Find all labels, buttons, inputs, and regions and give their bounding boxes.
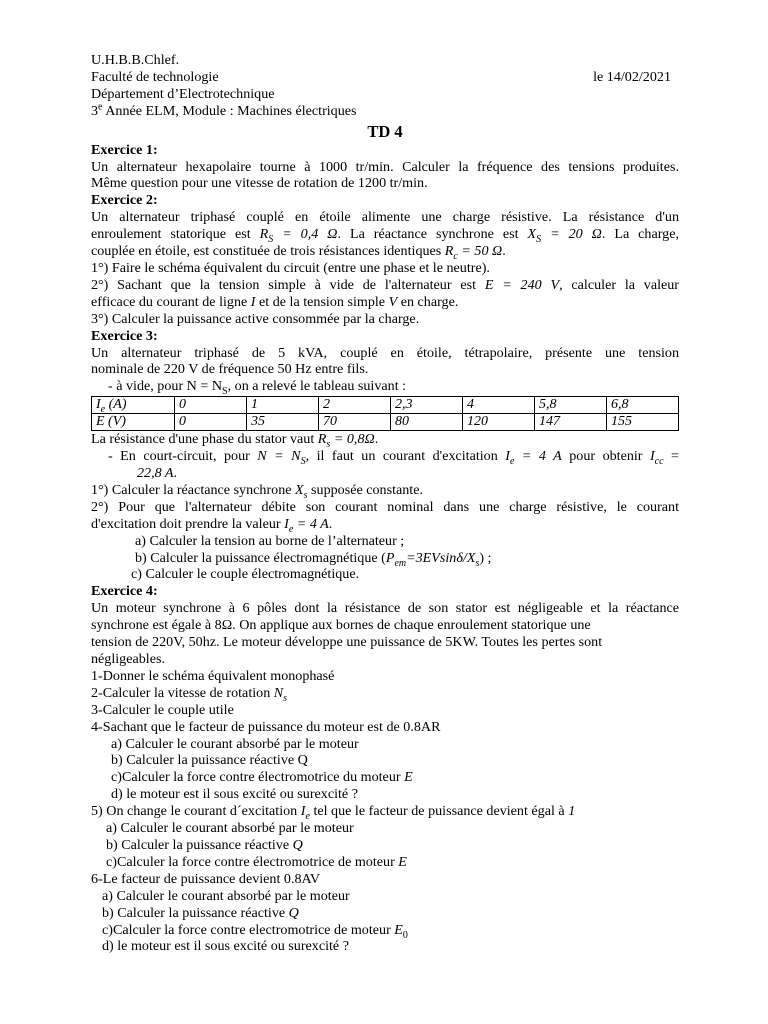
exercise-3-line-2: nominale de 220 V de fréquence 50 Hz entre fils. bbox=[91, 361, 369, 378]
symbol: N bbox=[273, 684, 284, 701]
text-run: . bbox=[173, 465, 178, 482]
exercise-2-question-2 bbox=[91, 277, 679, 294]
subscript: e bbox=[305, 810, 310, 822]
symbol: E bbox=[398, 853, 407, 870]
exercise-4-question-1: 1-Donner le schéma équivalent monophasé bbox=[91, 667, 335, 684]
table-cell: 4 bbox=[463, 397, 535, 414]
exercise-4-question-5b bbox=[91, 837, 679, 854]
exercise-2-question-3: 3°) Calculer la puissance active consommée par la charge. bbox=[91, 310, 420, 327]
symbol: E bbox=[404, 769, 413, 786]
formula-rc bbox=[444, 243, 503, 262]
text-run: couplée en étoile, est constituée de trois résistances identiques bbox=[91, 243, 445, 260]
exercise-2-question-1: 1°) Faire le schéma équivalent du circuit (entre une phase et le neutre). bbox=[91, 259, 490, 276]
text-run: c)Calculer la force contre électromotrice de moteur bbox=[106, 853, 399, 870]
symbol: R bbox=[317, 431, 327, 448]
text-run: . bbox=[502, 243, 506, 260]
text-run: . bbox=[374, 431, 379, 448]
subscript: S bbox=[268, 233, 274, 245]
exercise-3-heading: Exercice 3: bbox=[91, 327, 158, 344]
subscript: S bbox=[222, 386, 228, 398]
exercise-3-question-2c: c) Calculer le couple électromagnétique. bbox=[131, 566, 360, 583]
text-run: en charge. bbox=[397, 293, 459, 310]
symbol: N = N bbox=[257, 448, 301, 465]
text-run: supposée constante. bbox=[307, 481, 423, 498]
text-run: = bbox=[663, 448, 679, 465]
course-info bbox=[91, 103, 679, 120]
value: = 0,8Ω bbox=[330, 431, 375, 448]
formula-icc bbox=[649, 448, 664, 467]
symbol-v: V bbox=[388, 293, 398, 310]
value: 1 bbox=[568, 803, 576, 820]
text-run: ) ; bbox=[479, 549, 492, 566]
value: = 0,4 Ω bbox=[273, 226, 338, 243]
text-run: enroulement statorique est bbox=[91, 226, 260, 243]
subscript: c bbox=[453, 250, 458, 262]
faculty-name: Faculté de technologie bbox=[91, 68, 219, 85]
text-run: 5) On change le courant d´excitation bbox=[91, 803, 301, 820]
document-date: le 14/02/2021 bbox=[593, 68, 671, 85]
symbol: I bbox=[505, 448, 510, 465]
text-run: c)Calculer la force contre électromotrice du moteur bbox=[111, 769, 405, 786]
year-superscript: e bbox=[98, 101, 103, 113]
subscript: em bbox=[394, 557, 407, 569]
value: 22,8 A bbox=[137, 465, 174, 482]
exercise-4-question-6a: a) Calculer le courant absorbé par le moteur bbox=[102, 887, 350, 904]
year-number: 3 bbox=[91, 102, 99, 119]
exercise-3-short-circuit bbox=[91, 448, 679, 465]
symbol: I bbox=[649, 448, 655, 465]
subscript: s bbox=[303, 489, 308, 501]
symbol: X bbox=[527, 226, 537, 243]
formula-ie bbox=[505, 448, 562, 467]
table-cell: 1 bbox=[247, 397, 319, 414]
subscript: S bbox=[536, 233, 542, 245]
text-run: efficace du courant de ligne bbox=[91, 293, 251, 310]
symbol-i: I bbox=[250, 293, 256, 310]
subscript: e bbox=[100, 404, 106, 416]
exercise-4-question-4d: d) le moteur est il sous excité ou surexcité ? bbox=[111, 786, 358, 803]
text-run: La résistance d'une phase du stator vaut bbox=[91, 431, 318, 448]
text-run: 2°) Sachant que la tension simple à vide de l'alternateur est bbox=[91, 276, 485, 293]
symbol: P bbox=[385, 549, 395, 566]
text-run: - à vide, pour N = N bbox=[108, 378, 223, 395]
equation: =3EVsinδ/X bbox=[406, 549, 476, 566]
table-row-label: E (V) bbox=[92, 414, 175, 431]
text-run: , il faut un courant d'excitation bbox=[305, 448, 506, 465]
exercise-4-line-2: synchrone est égale à 8Ω. On applique aux bornes de chaque enroulement statorique une bbox=[91, 617, 591, 634]
exercise-2-heading: Exercice 2: bbox=[91, 192, 158, 209]
formula-n bbox=[257, 448, 306, 467]
table-cell: 5,8 bbox=[535, 397, 607, 414]
table-cell: 147 bbox=[535, 414, 607, 431]
exercise-4-question-3: 3-Calculer le couple utile bbox=[91, 701, 234, 718]
unit: (A) bbox=[105, 397, 127, 413]
exercise-2-line-2 bbox=[91, 226, 679, 243]
symbol: I bbox=[284, 515, 289, 532]
exercise-3-short-circuit-cont bbox=[91, 465, 679, 482]
subscript: s bbox=[283, 692, 288, 704]
formula-pem bbox=[385, 549, 480, 569]
exercise-4-question-5 bbox=[91, 803, 679, 820]
exercise-4-line-3: tension de 220V, 50hz. Le moteur développe une puissance de 5KW. Toutes les pertes sont bbox=[91, 634, 603, 651]
table-cell: 155 bbox=[607, 414, 679, 431]
exercise-4-question-4c bbox=[91, 769, 679, 786]
formula-ie bbox=[284, 515, 329, 535]
value: = 20 Ω bbox=[541, 226, 602, 243]
formula-rs bbox=[259, 226, 338, 245]
exercise-4-question-2 bbox=[91, 685, 679, 702]
exercise-2-line-1: Un alternateur triphasé couplé en étoile alimente une charge résistive. La résistance d'un bbox=[91, 209, 679, 226]
text-run: b) Calculer la puissance réactive bbox=[106, 836, 293, 853]
university-name: U.H.B.B.Chlef. bbox=[91, 52, 180, 68]
table-cell: 0 bbox=[175, 397, 247, 414]
table-row bbox=[92, 397, 679, 414]
exercise-3-question-2b bbox=[91, 550, 679, 567]
symbol: E bbox=[394, 921, 403, 938]
exercise-3-question-2a: a) Calculer la tension au borne de l’alternateur ; bbox=[135, 532, 405, 549]
text-run: . bbox=[328, 515, 333, 532]
value: = 50 Ω bbox=[457, 243, 503, 260]
exercise-4-line-1: Un moteur synchrone à 6 pôles dont la résistance de son stator est négligeable et la réactance bbox=[91, 600, 679, 617]
symbol: I bbox=[96, 397, 101, 413]
table-cell: 70 bbox=[319, 414, 391, 431]
symbol: Q bbox=[292, 836, 303, 853]
exercise-4-question-6c bbox=[91, 922, 679, 939]
table-cell: 0 bbox=[175, 414, 247, 431]
page-title: TD 4 bbox=[367, 121, 403, 141]
exercise-4-question-4: 4-Sachant que le facteur de puissance du moteur est de 0.8AR bbox=[91, 718, 441, 735]
exercise-2-question-2-cont bbox=[91, 294, 679, 311]
text-run: b) Calculer la puissance électromagnétique ( bbox=[135, 549, 386, 566]
text-run: 1°) Calculer la réactance synchrone bbox=[91, 481, 296, 498]
table-cell: 35 bbox=[247, 414, 319, 431]
text-run: et de la tension simple bbox=[255, 293, 389, 310]
text-run: , on a relevé le tableau suivant : bbox=[227, 378, 407, 395]
symbol: E bbox=[484, 276, 494, 293]
text-run: . La réactance synchrone est bbox=[337, 226, 528, 243]
text-run: c)Calculer la force contre electromotrice de moteur bbox=[102, 921, 395, 938]
subscript: e bbox=[509, 455, 515, 467]
table-row-label bbox=[92, 397, 175, 414]
formula-xs bbox=[527, 226, 602, 245]
subscript: s bbox=[326, 439, 331, 451]
document-page bbox=[91, 52, 679, 955]
exercise-4-question-4b: b) Calculer la puissance réactive Q bbox=[111, 752, 308, 769]
table-row bbox=[92, 414, 679, 431]
value: = 4 A bbox=[514, 448, 562, 465]
symbol: X bbox=[295, 481, 304, 498]
symbol: I bbox=[300, 803, 306, 820]
exercise-4-line-4: négligeables. bbox=[91, 651, 165, 667]
exercise-3-question-1 bbox=[91, 482, 679, 499]
subscript: s bbox=[475, 557, 480, 569]
course-module: Année ELM, Module : Machines électriques bbox=[102, 102, 357, 119]
value: = 4 A bbox=[293, 515, 329, 532]
exercise-3-question-2: 2°) Pour que l'alternateur débite son courant nominal dans une charge résistive, le courant bbox=[91, 498, 679, 515]
exercise-3-question-2-cont bbox=[91, 516, 679, 533]
symbol: Q bbox=[288, 904, 299, 921]
formula-rs bbox=[317, 431, 375, 451]
symbol: R bbox=[444, 243, 454, 260]
subscript: 0 bbox=[402, 929, 408, 941]
text-run: - En court-circuit, pour bbox=[108, 448, 258, 465]
table-cell: 80 bbox=[391, 414, 463, 431]
exercise-3-no-load bbox=[91, 378, 679, 398]
exercise-4-heading: Exercice 4: bbox=[91, 583, 158, 600]
value: = 240 V bbox=[493, 276, 560, 293]
exercise-4-question-6d: d) le moteur est il sous excité ou surexcité ? bbox=[102, 938, 349, 955]
text-run: b) Calculer la puissance réactive bbox=[102, 904, 289, 921]
exercise-3-line-1: Un alternateur triphasé de 5 kVA, couplé en étoile, tétrapolaire, présente une tension bbox=[91, 344, 679, 361]
exercise-3-resistance bbox=[91, 431, 679, 451]
table-cell: 2,3 bbox=[391, 397, 463, 414]
formula-e bbox=[485, 277, 559, 293]
faculty-date-row bbox=[91, 69, 679, 86]
exercise-1-line-2: Même question pour une vitesse de rotation de 1200 tr/min. bbox=[91, 175, 428, 192]
text-run: tel que le facteur de puissance devient égal à bbox=[309, 803, 569, 820]
text-run: , calculer la valeur bbox=[559, 276, 679, 293]
exercise-4-question-6: 6-Le facteur de puissance devient 0.8AV bbox=[91, 870, 321, 887]
table-cell: 6,8 bbox=[607, 397, 679, 414]
exercise-2-line-3 bbox=[91, 243, 679, 260]
exercise-4-question-6b bbox=[91, 905, 679, 922]
exercise-4-question-5c bbox=[91, 854, 679, 871]
table-cell: 120 bbox=[463, 414, 535, 431]
symbol: R bbox=[259, 226, 269, 243]
exercise-1-line-1: Un alternateur hexapolaire tourne à 1000 tr/min. Calculer la fréquence des tensions produites. bbox=[91, 158, 679, 175]
text-run: . La charge, bbox=[601, 226, 680, 243]
text-run: 2-Calculer la vitesse de rotation bbox=[91, 684, 274, 701]
exercise-1-heading: Exercice 1: bbox=[91, 141, 158, 158]
table-cell: 2 bbox=[319, 397, 391, 414]
exercise-4-question-5a: a) Calculer le courant absorbé par le moteur bbox=[106, 820, 354, 837]
exercise-4-question-4a: a) Calculer le courant absorbé par le moteur bbox=[111, 735, 359, 752]
no-load-table bbox=[91, 396, 679, 431]
text-run: pour obtenir bbox=[561, 448, 650, 465]
department-name: Département d’Electrotechnique bbox=[91, 85, 275, 102]
subscript: e bbox=[288, 523, 294, 535]
subscript: S bbox=[300, 455, 306, 467]
subscript: cc bbox=[654, 455, 664, 467]
text-run: d'excitation doit prendre la valeur bbox=[91, 515, 285, 532]
